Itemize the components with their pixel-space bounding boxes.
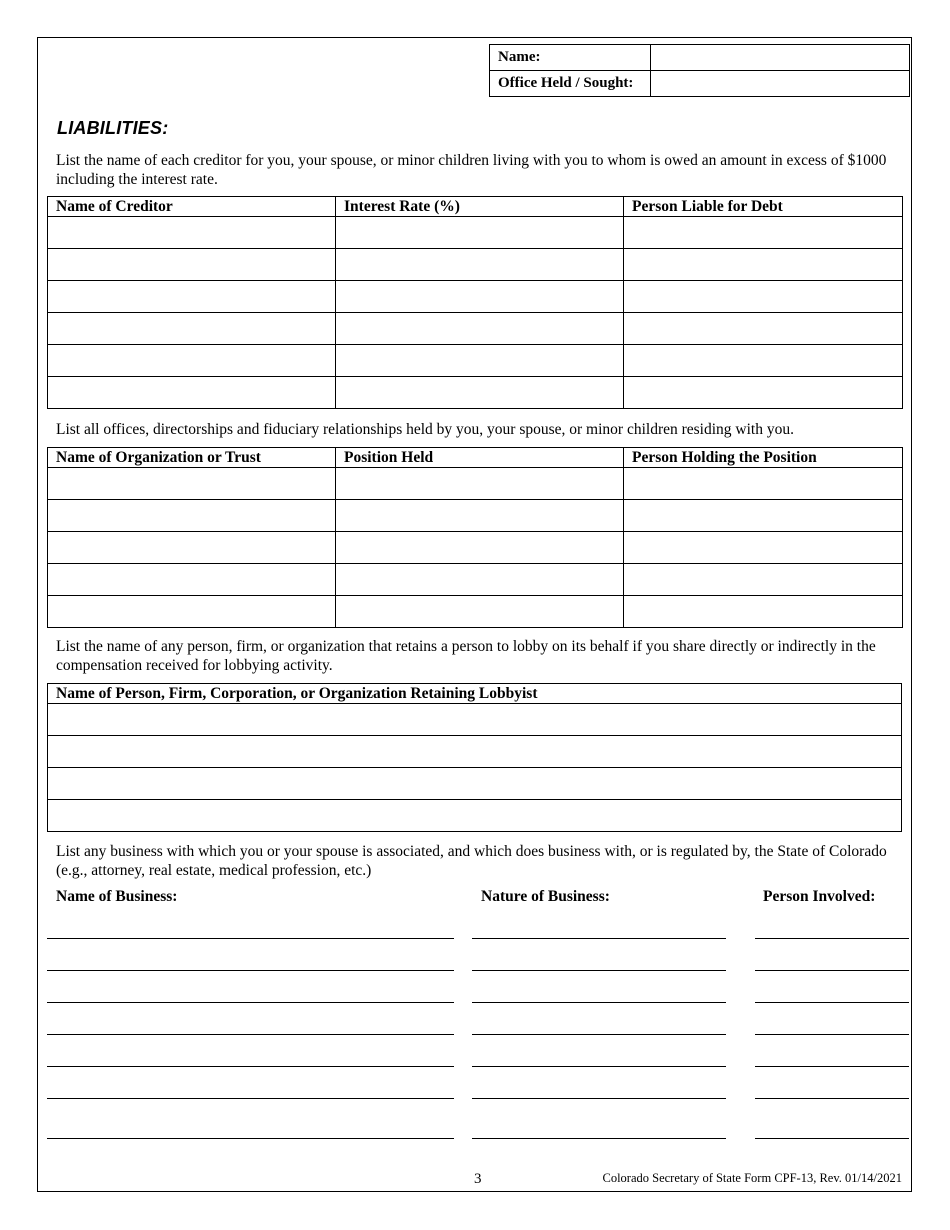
- business-entry-line[interactable]: [47, 970, 454, 971]
- offices-cell[interactable]: [336, 532, 624, 564]
- offices-cell[interactable]: [48, 532, 336, 564]
- business-entry-line[interactable]: [47, 1138, 454, 1139]
- offices-cell[interactable]: [336, 500, 624, 532]
- form-id: Colorado Secretary of State Form CPF-13, Rev. 01/14/2021: [602, 1171, 902, 1185]
- offices-cell[interactable]: [48, 500, 336, 532]
- name-field[interactable]: [651, 45, 910, 71]
- liabilities-cell[interactable]: [336, 217, 624, 249]
- business-entry-line[interactable]: [472, 1066, 726, 1067]
- liabilities-cell[interactable]: [336, 249, 624, 281]
- table-row: [48, 800, 902, 832]
- table-row: [48, 377, 903, 409]
- business-entry-line[interactable]: [47, 1002, 454, 1003]
- offices-cell[interactable]: [624, 596, 903, 628]
- lobbying-cell[interactable]: [48, 704, 902, 736]
- identity-table: [489, 44, 910, 97]
- liabilities-cell[interactable]: [624, 281, 903, 313]
- offices-cell[interactable]: [624, 564, 903, 596]
- liabilities-cell[interactable]: [336, 313, 624, 345]
- section-title: LIABILITIES:: [57, 118, 169, 138]
- liabilities-cell[interactable]: [336, 377, 624, 409]
- business-entry-line[interactable]: [755, 1098, 909, 1099]
- table-row: [48, 281, 903, 313]
- business-entry-line[interactable]: [755, 1138, 909, 1139]
- table-row: [48, 249, 903, 281]
- table-row: [48, 468, 903, 500]
- lobbying-cell[interactable]: [48, 736, 902, 768]
- table-row: [48, 768, 902, 800]
- offices-cell[interactable]: [624, 468, 903, 500]
- office-field[interactable]: [651, 71, 910, 97]
- liabilities-cell[interactable]: [336, 281, 624, 313]
- column-header: Name of Person, Firm, Corporation, or Organization Retaining Lobbyist: [48, 684, 902, 704]
- lobbying-cell[interactable]: [48, 768, 902, 800]
- offices-cell[interactable]: [336, 596, 624, 628]
- offices-cell[interactable]: [336, 468, 624, 500]
- offices-table: [47, 447, 903, 628]
- liabilities-instruction: List the name of each creditor for you, your spouse, or minor children living with you to whom is owed an amount in excess of $1000 including the interest rate.: [56, 152, 887, 188]
- liabilities-cell[interactable]: [336, 345, 624, 377]
- column-header: Person Liable for Debt: [624, 197, 903, 217]
- liabilities-cell[interactable]: [624, 249, 903, 281]
- business-entry-line[interactable]: [755, 1002, 909, 1003]
- business-entry-line[interactable]: [47, 938, 454, 939]
- column-header: Name of Creditor: [48, 197, 336, 217]
- name-label: Name:: [490, 45, 651, 71]
- business-entry-line[interactable]: [755, 1066, 909, 1067]
- business-nature-header: Nature of Business:: [481, 888, 610, 905]
- column-header: Person Holding the Position: [624, 448, 903, 468]
- business-person-header: Person Involved:: [763, 888, 876, 905]
- table-row: [48, 596, 903, 628]
- liabilities-cell[interactable]: [48, 377, 336, 409]
- liabilities-cell[interactable]: [48, 217, 336, 249]
- offices-instruction: List all offices, directorships and fiduciary relationships held by you, your spouse, or minor children residing with you.: [56, 421, 794, 438]
- table-row: [48, 500, 903, 532]
- offices-cell[interactable]: [48, 564, 336, 596]
- liabilities-table: [47, 196, 903, 409]
- table-row: [48, 217, 903, 249]
- page-number: 3: [474, 1171, 482, 1187]
- table-row: [48, 532, 903, 564]
- table-row: [48, 736, 902, 768]
- offices-cell[interactable]: [336, 564, 624, 596]
- liabilities-cell[interactable]: [624, 313, 903, 345]
- liabilities-cell[interactable]: [48, 313, 336, 345]
- column-header: Name of Organization or Trust: [48, 448, 336, 468]
- business-entry-line[interactable]: [755, 938, 909, 939]
- business-entry-line[interactable]: [47, 1066, 454, 1067]
- business-entry-line[interactable]: [472, 1098, 726, 1099]
- business-entry-line[interactable]: [47, 1098, 454, 1099]
- lobbying-instruction: List the name of any person, firm, or organization that retains a person to lobby on its behalf if you share directly or indirectly in the compensation received for lobbying activity.: [56, 638, 876, 674]
- liabilities-cell[interactable]: [48, 345, 336, 377]
- table-row: [48, 564, 903, 596]
- offices-cell[interactable]: [624, 532, 903, 564]
- table-row: [48, 313, 903, 345]
- offices-cell[interactable]: [624, 500, 903, 532]
- table-row: [48, 345, 903, 377]
- offices-cell[interactable]: [48, 596, 336, 628]
- business-entry-line[interactable]: [472, 938, 726, 939]
- lobbying-cell[interactable]: [48, 800, 902, 832]
- business-entry-line[interactable]: [472, 1034, 726, 1035]
- business-name-header: Name of Business:: [56, 888, 178, 905]
- business-entry-line[interactable]: [755, 1034, 909, 1035]
- liabilities-cell[interactable]: [624, 377, 903, 409]
- business-instruction: List any business with which you or your spouse is associated, and which does business with, or is regulated by, the State of Colorado (e.g., attorney, real estate, medical profession, etc.): [56, 843, 887, 879]
- business-entry-line[interactable]: [472, 1002, 726, 1003]
- table-row: [48, 704, 902, 736]
- offices-cell[interactable]: [48, 468, 336, 500]
- liabilities-cell[interactable]: [48, 281, 336, 313]
- business-entry-line[interactable]: [472, 970, 726, 971]
- lobbying-table: [47, 683, 902, 832]
- column-header: Position Held: [336, 448, 624, 468]
- liabilities-cell[interactable]: [624, 217, 903, 249]
- office-label: Office Held / Sought:: [490, 71, 651, 97]
- liabilities-cell[interactable]: [624, 345, 903, 377]
- liabilities-cell[interactable]: [48, 249, 336, 281]
- business-entry-line[interactable]: [472, 1138, 726, 1139]
- business-entry-line[interactable]: [47, 1034, 454, 1035]
- business-entry-line[interactable]: [755, 970, 909, 971]
- column-header: Interest Rate (%): [336, 197, 624, 217]
